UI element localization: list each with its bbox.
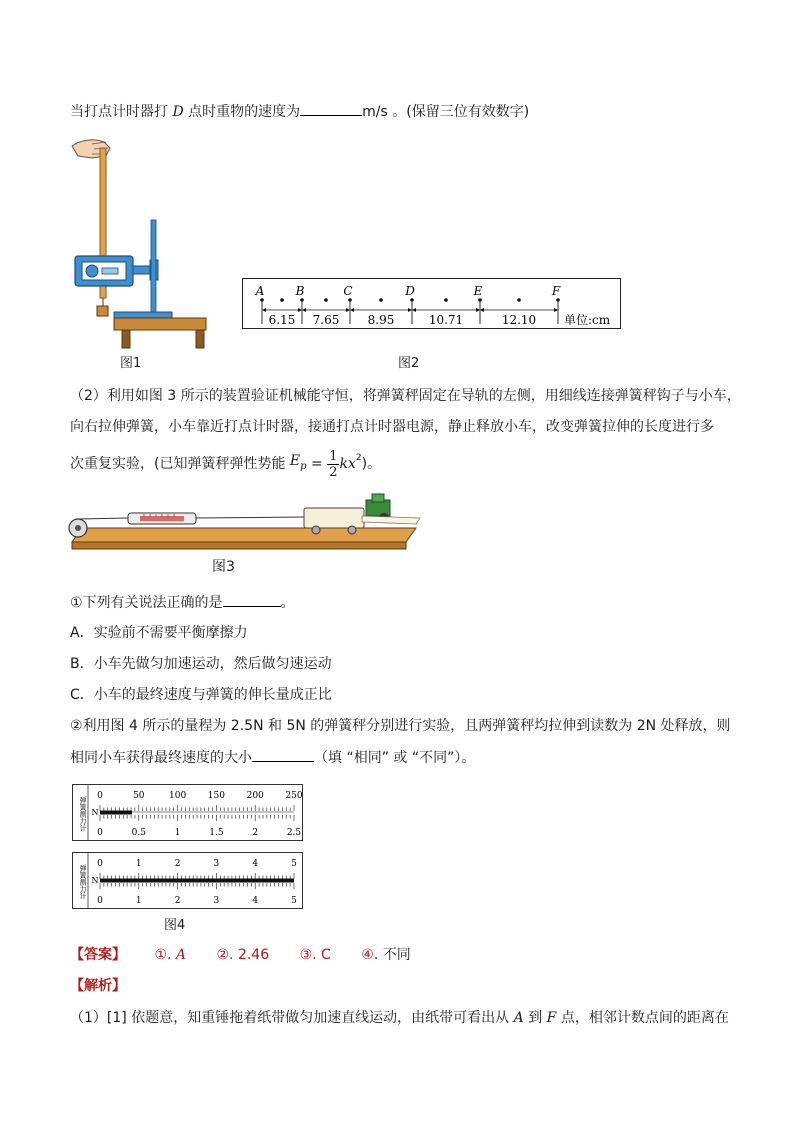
tape-dot bbox=[556, 298, 560, 302]
equals-sign: = bbox=[306, 456, 328, 472]
fraction: $\frac{1}{2}$ bbox=[329, 448, 338, 480]
tape-distance-label: 8.95 bbox=[367, 313, 395, 327]
tape-dot bbox=[410, 298, 414, 302]
point-variable: A bbox=[513, 1010, 524, 1026]
scale-bottom-label: 2 bbox=[174, 896, 181, 906]
scale-bottom-label: 0 bbox=[97, 828, 103, 838]
scale-top-label: 4 bbox=[252, 859, 259, 869]
scale-top-label: 50 bbox=[133, 791, 145, 801]
scale-unit: N bbox=[91, 876, 99, 885]
text-segment: 到 bbox=[523, 1010, 547, 1026]
scale-side-label: 弹簧测力计 bbox=[79, 864, 87, 900]
scale-top-label: 150 bbox=[207, 791, 225, 801]
option-a: A．实验前不需要平衡摩擦力 bbox=[70, 625, 248, 641]
text-segment: 当打点计时器打 bbox=[70, 104, 173, 120]
tape-dot bbox=[260, 298, 264, 302]
text-segment: 点，相邻计数点间的距离在 bbox=[556, 1010, 729, 1026]
answer-item-4: ④. 不同 bbox=[361, 947, 411, 963]
square-exponent: 2 bbox=[355, 453, 362, 463]
text-segment: 次重复实验，(已知弹簧秤弹性势能 bbox=[70, 456, 290, 472]
scale-bottom-label: 2.5 bbox=[286, 828, 302, 838]
text-segment: )。 bbox=[361, 456, 382, 472]
scale-bottom-label: 0.5 bbox=[131, 828, 146, 838]
figure-4-scale-2 bbox=[72, 852, 304, 910]
answer-line bbox=[70, 945, 437, 965]
q2-line-1: （2）利用如图 3 所示的装置验证机械能守恒，将弹簧秤固定在导轨的左侧，用细线连接弹簧秤钩子与小车， bbox=[70, 388, 741, 404]
figure-2-paper-tape bbox=[242, 278, 622, 330]
tape-unit-label: 单位:cm bbox=[564, 313, 611, 327]
figure-3-track-apparatus bbox=[66, 488, 422, 554]
figure-3-caption: 图3 bbox=[212, 559, 235, 575]
tape-dot bbox=[300, 298, 304, 302]
tape-point-label: B bbox=[295, 284, 305, 298]
tape-dot bbox=[324, 298, 328, 302]
tape-point-label: A bbox=[255, 284, 265, 298]
scale-unit: N bbox=[91, 808, 99, 817]
option-b: B．小车先做匀加速运动，然后做匀速运动 bbox=[70, 656, 332, 672]
tape-dot bbox=[379, 298, 383, 302]
scale-bottom-label: 5 bbox=[291, 896, 297, 906]
sub1-stem bbox=[70, 592, 295, 613]
scale-indicator-bar bbox=[100, 811, 132, 815]
tape-distance-label: 10.71 bbox=[428, 313, 464, 327]
tape-point-label: F bbox=[551, 284, 561, 298]
figure-1-caption: 图1 bbox=[120, 356, 142, 371]
option-c: C．小车的最终速度与弹簧的伸长量成正比 bbox=[70, 687, 332, 703]
tape-point-label: C bbox=[343, 284, 353, 298]
answer-label: 【答案】 bbox=[70, 947, 126, 963]
scale-top-label: 100 bbox=[169, 791, 187, 801]
answer-blank[interactable] bbox=[300, 101, 362, 116]
analysis-label: 【解析】 bbox=[70, 978, 126, 994]
text-segment: （1）[1] 依题意，知重锤拖着纸带做匀加速直线运动，由纸带可看出从 bbox=[70, 1010, 514, 1026]
analysis-line-1 bbox=[70, 1008, 729, 1028]
q2-line-2: 向右拉伸弹簧，小车靠近打点计时器，接通打点计时器电源，静止释放小车，改变弹簧拉伸的长度进行多 bbox=[70, 419, 714, 435]
question-speed-line bbox=[70, 101, 529, 122]
tape-dot bbox=[478, 298, 482, 302]
tape-distance-label: 12.10 bbox=[501, 313, 537, 327]
q2-line-3 bbox=[70, 448, 381, 482]
answer-item-3: ③. C bbox=[299, 947, 331, 963]
scale-top-label: 250 bbox=[285, 791, 303, 801]
scale-bottom-label: 4 bbox=[252, 896, 259, 906]
figure-2-caption: 图2 bbox=[398, 356, 420, 371]
scale-top-label: 5 bbox=[291, 859, 297, 869]
scale-bottom-label: 0 bbox=[97, 896, 103, 906]
kx-term: kx bbox=[339, 456, 356, 472]
sub2-line-1: ②利用图 4 所示的量程为 2.5N 和 5N 的弹簧秤分别进行实验，且两弹簧秤均拉伸到读数为 2N 处释放，则 bbox=[70, 718, 731, 734]
scale-top-label: 200 bbox=[246, 791, 264, 801]
text-segment: （填 “相同” 或 “不同”）。 bbox=[314, 750, 476, 766]
point-variable: F bbox=[546, 1010, 557, 1026]
figure-4-scale-1 bbox=[72, 784, 304, 842]
scale-indicator-bar bbox=[100, 879, 294, 883]
ep-formula: $E_p$ bbox=[289, 453, 307, 472]
answer-item-1: ①. A bbox=[154, 947, 187, 963]
point-variable: D bbox=[172, 104, 184, 120]
text-segment: 相同小车获得最终速度的大小 bbox=[70, 750, 252, 766]
tape-dot bbox=[348, 298, 352, 302]
scale-bottom-label: 1 bbox=[174, 828, 181, 838]
tape-point-label: E bbox=[473, 284, 483, 298]
scale-bottom-label: 1.5 bbox=[209, 828, 224, 838]
text-segment: ①下列有关说法正确的是 bbox=[70, 595, 223, 611]
scale-bottom-label: 3 bbox=[213, 896, 220, 906]
text-segment: m/s 。(保留三位有效数字) bbox=[362, 104, 530, 120]
sub2-line-2 bbox=[70, 747, 475, 768]
scale-bottom-label: 1 bbox=[135, 896, 142, 906]
tape-distance-label: 7.65 bbox=[312, 313, 340, 327]
scale-top-label: 2 bbox=[174, 859, 181, 869]
scale-top-label: 1 bbox=[135, 859, 142, 869]
tape-dot bbox=[280, 298, 284, 302]
scale-bottom-label: 2 bbox=[252, 828, 259, 838]
figure-1-apparatus bbox=[70, 138, 210, 350]
scale-top-label: 0 bbox=[97, 791, 103, 801]
tape-dot bbox=[444, 298, 448, 302]
scale-top-label: 0 bbox=[97, 859, 103, 869]
answer-blank[interactable] bbox=[252, 747, 314, 762]
scale-side-label: 弹簧测力计 bbox=[79, 796, 87, 832]
tape-point-label: D bbox=[405, 284, 415, 298]
answer-item-2: ②. 2.46 bbox=[216, 947, 270, 963]
scale-top-label: 3 bbox=[213, 859, 220, 869]
tape-dot bbox=[517, 298, 521, 302]
text-segment: 。 bbox=[280, 595, 295, 611]
answer-blank[interactable] bbox=[223, 592, 281, 607]
text-segment: 点时重物的速度为 bbox=[183, 104, 301, 120]
tape-distance-label: 6.15 bbox=[268, 313, 296, 327]
figure-4-caption: 图4 bbox=[164, 918, 186, 933]
